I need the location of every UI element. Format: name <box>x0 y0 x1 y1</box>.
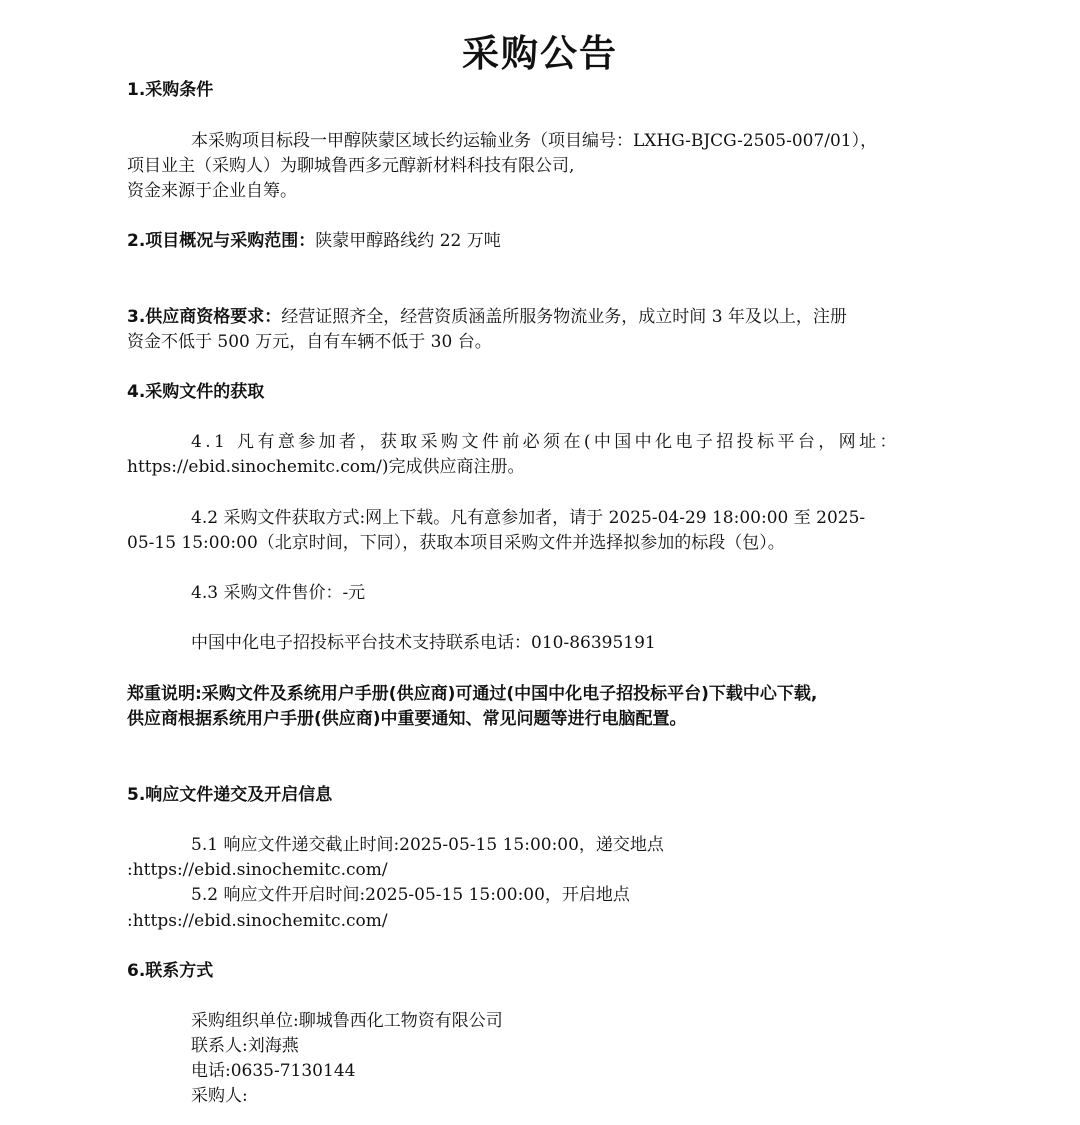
contact-person: 联系人:刘海燕 <box>191 1036 299 1056</box>
support-phone-text: 中国中化电子招投标平台技术支持联系电话：010-86395191 <box>191 633 656 653</box>
section-4-3-text: 4.3 采购文件售价：-元 <box>191 583 366 603</box>
section-4-2-line-2: 05-15 15:00:00（北京时间，下同），获取本项目采购文件并选择拟参加的标段（包）。 <box>127 533 785 553</box>
section-5-1-line-1: 5.1 响应文件递交截止时间:2025-05-15 15:00:00，递交地点 <box>191 835 664 855</box>
section-2-text: 陕蒙甲醇路线约 22 万吨 <box>315 231 501 251</box>
section-5-heading: 5.响应文件递交及开启信息 <box>127 785 333 805</box>
section-4-1-line-2[interactable]: https://ebid.sinochemitc.com/)完成供应商注册。 <box>127 457 525 477</box>
section-6-heading: 6.联系方式 <box>127 961 214 981</box>
page-title: 采购公告 <box>462 32 618 75</box>
section-4-2-line-1: 4.2 采购文件获取方式:网上下载。凡有意参加者，请于 2025-04-29 18:00:00 至 2025- <box>191 508 866 528</box>
contact-purchaser: 采购人: <box>191 1086 248 1106</box>
section-1-text-line-2: 项目业主（采购人）为聊城鲁西多元醇新材料科技有限公司, <box>127 156 575 176</box>
section-4-1-line-1: 4.1 凡有意参加者，获取采购文件前必须在(中国中化电子招投标平台，网址： <box>191 432 900 452</box>
section-3-line-1 <box>127 306 847 328</box>
contact-org: 采购组织单位:聊城鲁西化工物资有限公司 <box>191 1011 503 1031</box>
section-5-2-line-2[interactable]: :https://ebid.sinochemitc.com/ <box>127 911 388 931</box>
section-1-heading: 1.采购条件 <box>127 80 214 100</box>
section-5-1-line-2[interactable]: :https://ebid.sinochemitc.com/ <box>127 860 388 880</box>
notice-line-1: 郑重说明:采购文件及系统用户手册(供应商)可通过(中国中化电子招投标平台)下载中心下载, <box>127 684 818 704</box>
section-2-label: 2.项目概况与采购范围： <box>127 231 316 251</box>
section-5-2-line-1: 5.2 响应文件开启时间:2025-05-15 15:00:00，开启地点 <box>191 885 630 905</box>
notice-line-2: 供应商根据系统用户手册(供应商)中重要通知、常见问题等进行电脑配置。 <box>127 709 687 729</box>
section-1-text-line-1: 本采购项目标段一甲醇陕蒙区域长约运输业务（项目编号：LXHG-BJCG-2505-007/01）， <box>191 131 878 151</box>
section-3-label: 3.供应商资格要求： <box>127 307 282 327</box>
contact-phone: 电话:0635-7130144 <box>191 1061 356 1081</box>
section-1-text-line-3: 资金来源于企业自筹。 <box>127 181 297 201</box>
section-3-text-line-2: 资金不低于 500 万元，自有车辆不低于 30 台。 <box>127 332 492 352</box>
section-3-text-line-1: 经营证照齐全，经营资质涵盖所服务物流业务，成立时间 3 年及以上，注册 <box>281 307 847 327</box>
section-4-heading: 4.采购文件的获取 <box>127 382 265 402</box>
section-2-line <box>127 230 501 252</box>
